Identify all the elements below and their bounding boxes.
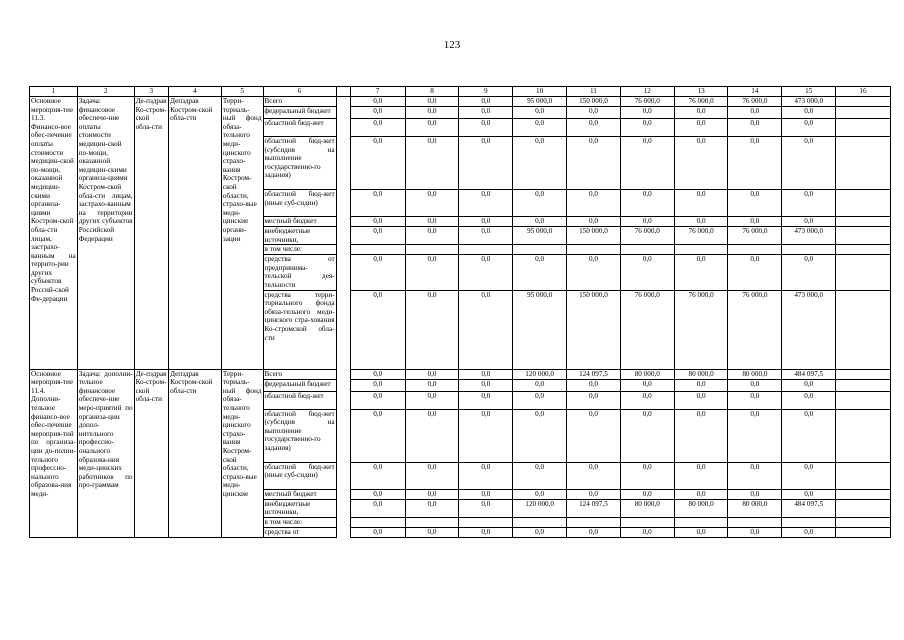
amount-cell: 484 097,5 [782,499,836,517]
amount-cell [620,517,674,527]
amount-cell: 76 000,0 [620,97,674,107]
amount-cell: 0,0 [728,527,782,537]
blank-column [336,409,350,462]
amount-cell: 0,0 [620,119,674,137]
funding-source: средства от [263,527,336,537]
amount-cell: 0,0 [674,190,728,217]
amount-cell: 0,0 [782,527,836,537]
amount-cell: 0,0 [459,119,513,137]
amount-cell: 76 000,0 [620,290,674,369]
blank-column [336,137,350,190]
amount-cell: 0,0 [567,137,621,190]
amount-cell [728,517,782,527]
amount-cell: 0,0 [405,227,459,245]
column-header: 7 [350,87,405,97]
amount-cell: 0,0 [567,379,621,391]
amount-cell: 80 000,0 [728,499,782,517]
empty-cell [836,409,891,462]
empty-cell [836,107,891,119]
amount-cell: 0,0 [459,462,513,489]
amount-cell [567,245,621,255]
header-row [30,87,891,97]
amount-cell: 0,0 [620,379,674,391]
blank-column [336,107,350,119]
amount-cell: 0,0 [459,489,513,499]
amount-cell: 0,0 [620,391,674,409]
amount-cell: 0,0 [513,255,567,290]
column-header: 16 [836,87,891,97]
amount-cell: 0,0 [728,391,782,409]
amount-cell [674,517,728,527]
amount-cell: 0,0 [350,369,405,379]
amount-cell: 76 000,0 [674,227,728,245]
amount-cell: 0,0 [350,462,405,489]
empty-cell [836,462,891,489]
amount-cell: 0,0 [782,379,836,391]
funding-source: областной бюд-жет (субсидия на выполнение государственно-го задания) [263,409,336,462]
amount-cell: 0,0 [405,217,459,227]
amount-cell: 0,0 [405,379,459,391]
amount-cell: 0,0 [620,462,674,489]
amount-cell: 0,0 [567,107,621,119]
funding-source: областной бюд-жет (субсидия на выполнение государственно-го задания) [263,137,336,190]
amount-cell [567,517,621,527]
blank-column [336,391,350,409]
amount-cell: 0,0 [782,489,836,499]
amount-cell: 0,0 [620,527,674,537]
amount-cell: 0,0 [567,217,621,227]
amount-cell: 0,0 [728,107,782,119]
amount-cell: 95 000,0 [513,227,567,245]
amount-cell [513,245,567,255]
amount-cell: 0,0 [513,107,567,119]
funding-source: федеральный бюджет [263,107,336,119]
empty-cell [836,369,891,379]
amount-cell: 0,0 [782,119,836,137]
amount-cell: 0,0 [459,255,513,290]
amount-cell: 0,0 [674,391,728,409]
amount-cell: 0,0 [674,137,728,190]
amount-cell: 0,0 [513,409,567,462]
amount-cell: 0,0 [350,137,405,190]
amount-cell: 0,0 [674,255,728,290]
empty-cell [836,379,891,391]
empty-cell [836,245,891,255]
amount-cell: 0,0 [459,527,513,537]
task-cell: Задача: дополни-тельное финансовое обеспече-ние меро-приятий по организа-ции допол-нительного профессио-онального образова-ния меди-цинских работников по про-граммам [77,369,134,537]
column-header: 12 [620,87,674,97]
blank-column [336,527,350,537]
column-header [336,87,350,97]
empty-cell [836,190,891,217]
amount-cell: 0,0 [674,409,728,462]
amount-cell: 0,0 [620,217,674,227]
amount-cell: 0,0 [728,462,782,489]
participant-cell: Терри-ториаль-ный фонд обяза-тельного меди-цинского страхо-вания Костром-ской области, страхо-вые меди-цинские органи-зации [221,97,263,370]
amount-cell: 0,0 [782,462,836,489]
column-header: 10 [513,87,567,97]
amount-cell: 0,0 [459,190,513,217]
blank-column [336,290,350,369]
amount-cell [728,245,782,255]
amount-cell: 0,0 [350,379,405,391]
amount-cell: 0,0 [567,489,621,499]
amount-cell: 0,0 [350,499,405,517]
amount-cell: 0,0 [459,137,513,190]
funding-source: Всего [263,97,336,107]
amount-cell: 0,0 [620,409,674,462]
amount-cell: 0,0 [459,369,513,379]
amount-cell: 0,0 [350,409,405,462]
funding-source: областной бюд-жет [263,119,336,137]
column-header: 14 [728,87,782,97]
amount-cell: 0,0 [620,489,674,499]
amount-cell [674,245,728,255]
amount-cell: 0,0 [728,137,782,190]
amount-cell: 0,0 [567,409,621,462]
amount-cell: 80 000,0 [674,369,728,379]
coexecutor-cell: Депздрав Костром-ской обла-сти [169,97,222,370]
amount-cell: 120 000,0 [513,499,567,517]
task-cell: Задача: финансовое обеспече-ние оплаты стоимости медицин-ской по-мощи, оказанной медицин-скими организа-циями Костром-ской обла-сти лицам, застрахо-ванным на территории других субъектов Российской Федерации [77,97,134,370]
amount-cell: 80 000,0 [620,499,674,517]
amount-cell [513,517,567,527]
column-header: 6 [263,87,336,97]
amount-cell: 0,0 [350,255,405,290]
amount-cell: 0,0 [405,409,459,462]
amount-cell: 0,0 [782,190,836,217]
amount-cell: 0,0 [513,462,567,489]
amount-cell: 0,0 [782,391,836,409]
amount-cell: 0,0 [350,107,405,119]
funding-source: федеральный бюджет [263,379,336,391]
blank-column [336,245,350,255]
funding-source: местный бюджет [263,489,336,499]
budget-table [29,86,891,538]
amount-cell: 0,0 [728,190,782,217]
amount-cell: 0,0 [728,489,782,499]
amount-cell: 0,0 [513,391,567,409]
amount-cell: 0,0 [513,527,567,537]
amount-cell [620,245,674,255]
amount-cell: 0,0 [405,107,459,119]
amount-cell: 76 000,0 [674,97,728,107]
funding-source: средства от предпринима-тельской дея-тельности [264,255,335,289]
table-row [30,369,891,379]
amount-cell: 150 000,0 [567,290,621,369]
column-header: 2 [77,87,134,97]
amount-cell: 0,0 [405,119,459,137]
amount-cell: 150 000,0 [567,227,621,245]
amount-cell: 0,0 [674,379,728,391]
amount-cell: 0,0 [728,379,782,391]
amount-cell: 0,0 [513,137,567,190]
amount-cell: 0,0 [674,217,728,227]
amount-cell: 0,0 [459,97,513,107]
amount-cell: 0,0 [782,137,836,190]
empty-cell [836,290,891,369]
blank-column [336,369,350,379]
amount-cell: 76 000,0 [674,290,728,369]
amount-cell: 124 097,5 [567,369,621,379]
column-header: 1 [30,87,78,97]
amount-cell: 0,0 [350,97,405,107]
amount-cell [405,245,459,255]
table-row [30,97,891,107]
empty-cell [836,217,891,227]
blank-column [336,255,350,290]
amount-cell: 0,0 [782,217,836,227]
coexecutor-cell: Депздрав Костром-ской обла-сти [169,369,222,537]
amount-cell: 0,0 [405,369,459,379]
amount-cell: 0,0 [405,137,459,190]
amount-cell: 0,0 [350,391,405,409]
empty-cell [836,137,891,190]
amount-cell: 0,0 [405,489,459,499]
amount-cell: 0,0 [405,255,459,290]
funding-source: внебюджетные источники, [263,499,336,517]
amount-cell: 0,0 [350,527,405,537]
amount-cell: 76 000,0 [728,227,782,245]
amount-cell: 0,0 [405,499,459,517]
amount-cell: 0,0 [513,119,567,137]
column-header: 11 [567,87,621,97]
amount-cell: 0,0 [405,462,459,489]
amount-cell: 0,0 [782,409,836,462]
amount-cell [459,245,513,255]
amount-cell: 76 000,0 [728,290,782,369]
empty-cell [836,119,891,137]
column-header: 9 [459,87,513,97]
amount-cell: 0,0 [513,489,567,499]
amount-cell: 0,0 [459,107,513,119]
amount-cell: 0,0 [674,527,728,537]
funding-source: областной бюд-жет (иные суб-сидии) [263,190,336,217]
amount-cell: 0,0 [459,217,513,227]
amount-cell: 0,0 [405,190,459,217]
blank-column [336,217,350,227]
amount-cell: 76 000,0 [620,227,674,245]
amount-cell: 124 097,5 [567,499,621,517]
amount-cell: 0,0 [459,409,513,462]
blank-column [336,119,350,137]
amount-cell: 0,0 [350,290,405,369]
measure-cell: Основное мероприя-тие 11.3. Финансо-вое обес-печение оплаты стоимости медицин-ской по-мощи, оказанной медицин-скими организа-циями Костром-ской обла-сти лицам, застрахо-ванным на террито-рии других субъектов Россий-ской Фе-дерации [30,97,78,370]
responsible-cell: Де-пздрав Ко-стром-ской обла-сти [134,369,169,537]
funding-source: в том числе: [263,517,336,527]
empty-cell [836,499,891,517]
amount-cell [782,245,836,255]
amount-cell: 0,0 [513,379,567,391]
column-header: 13 [674,87,728,97]
funding-source: средства терри-ториального фонда обяза-тельного меди-цинского стра-хования Ко-стромской обла-сти [263,290,336,369]
amount-cell: 0,0 [674,489,728,499]
blank-column [336,227,350,245]
amount-cell: 0,0 [350,217,405,227]
amount-cell: 0,0 [782,107,836,119]
column-header: 5 [221,87,263,97]
amount-cell: 0,0 [728,255,782,290]
amount-cell [782,517,836,527]
page-number: 123 [443,39,461,51]
amount-cell: 0,0 [350,119,405,137]
amount-cell [405,517,459,527]
amount-cell: 0,0 [728,409,782,462]
amount-cell: 0,0 [405,97,459,107]
funding-source: Всего [263,369,336,379]
funding-source: внебюджетные источники, [263,227,336,245]
column-header: 3 [134,87,169,97]
amount-cell: 0,0 [620,255,674,290]
amount-cell: 150 000,0 [567,97,621,107]
amount-cell: 473 000,0 [782,227,836,245]
column-header: 4 [169,87,222,97]
amount-cell: 0,0 [459,391,513,409]
empty-cell [836,97,891,107]
blank-column [336,379,350,391]
amount-cell: 0,0 [405,391,459,409]
amount-cell: 0,0 [459,499,513,517]
amount-cell: 0,0 [567,462,621,489]
amount-cell [459,517,513,527]
amount-cell: 0,0 [674,462,728,489]
empty-cell [836,227,891,245]
empty-cell [836,489,891,499]
amount-cell: 80 000,0 [728,369,782,379]
amount-cell: 0,0 [513,217,567,227]
blank-column [336,517,350,527]
blank-column [336,499,350,517]
empty-cell [836,391,891,409]
amount-cell: 0,0 [567,527,621,537]
amount-cell: 0,0 [459,227,513,245]
amount-cell: 80 000,0 [674,499,728,517]
amount-cell: 0,0 [567,255,621,290]
amount-cell: 0,0 [350,190,405,217]
amount-cell: 0,0 [728,119,782,137]
amount-cell: 0,0 [728,217,782,227]
amount-cell: 0,0 [567,119,621,137]
empty-cell [836,255,891,290]
column-header: 15 [782,87,836,97]
amount-cell: 0,0 [567,391,621,409]
measure-cell: Основное мероприя-тие 11.4. Дополни-тельное финансо-вое обес-печение мероприя-тий по организа-ции до-полни-тельного профессио-нального образова-ния меди- [30,369,78,537]
funding-source: в том числе: [263,245,336,255]
amount-cell: 0,0 [620,190,674,217]
amount-cell: 95 000,0 [513,97,567,107]
funding-source: областной бюд-жет (иные суб-сидии) [263,462,336,489]
amount-cell: 0,0 [620,107,674,119]
amount-cell: 76 000,0 [728,97,782,107]
participant-cell: Терри-ториаль-ный фонд обяза-тельного меди-цинского страхо-вания Костром-ской области, страхо-вые меди-цинские [221,369,263,537]
amount-cell: 0,0 [459,290,513,369]
blank-column [336,489,350,499]
responsible-cell: Де-пздрав Ко-стром-ской обла-сти [134,97,169,370]
blank-column [336,462,350,489]
amount-cell: 80 000,0 [620,369,674,379]
amount-cell: 0,0 [405,290,459,369]
amount-cell: 0,0 [350,227,405,245]
amount-cell: 0,0 [620,137,674,190]
amount-cell [350,517,405,527]
amount-cell: 473 000,0 [782,97,836,107]
amount-cell: 0,0 [513,190,567,217]
amount-cell: 0,0 [405,527,459,537]
amount-cell: 0,0 [782,255,836,290]
amount-cell [350,245,405,255]
amount-cell: 120 000,0 [513,369,567,379]
amount-cell: 0,0 [674,119,728,137]
empty-cell [836,527,891,537]
amount-cell: 0,0 [567,190,621,217]
amount-cell: 0,0 [459,379,513,391]
amount-cell: 95 000,0 [513,290,567,369]
funding-source: областной бюд-жет [263,391,336,409]
amount-cell: 0,0 [350,489,405,499]
blank-column [336,97,350,107]
amount-cell: 473 000,0 [782,290,836,369]
funding-source: местный бюджет [263,217,336,227]
amount-cell: 0,0 [674,107,728,119]
amount-cell: 484 097,5 [782,369,836,379]
empty-cell [836,517,891,527]
blank-column [336,190,350,217]
column-header: 8 [405,87,459,97]
